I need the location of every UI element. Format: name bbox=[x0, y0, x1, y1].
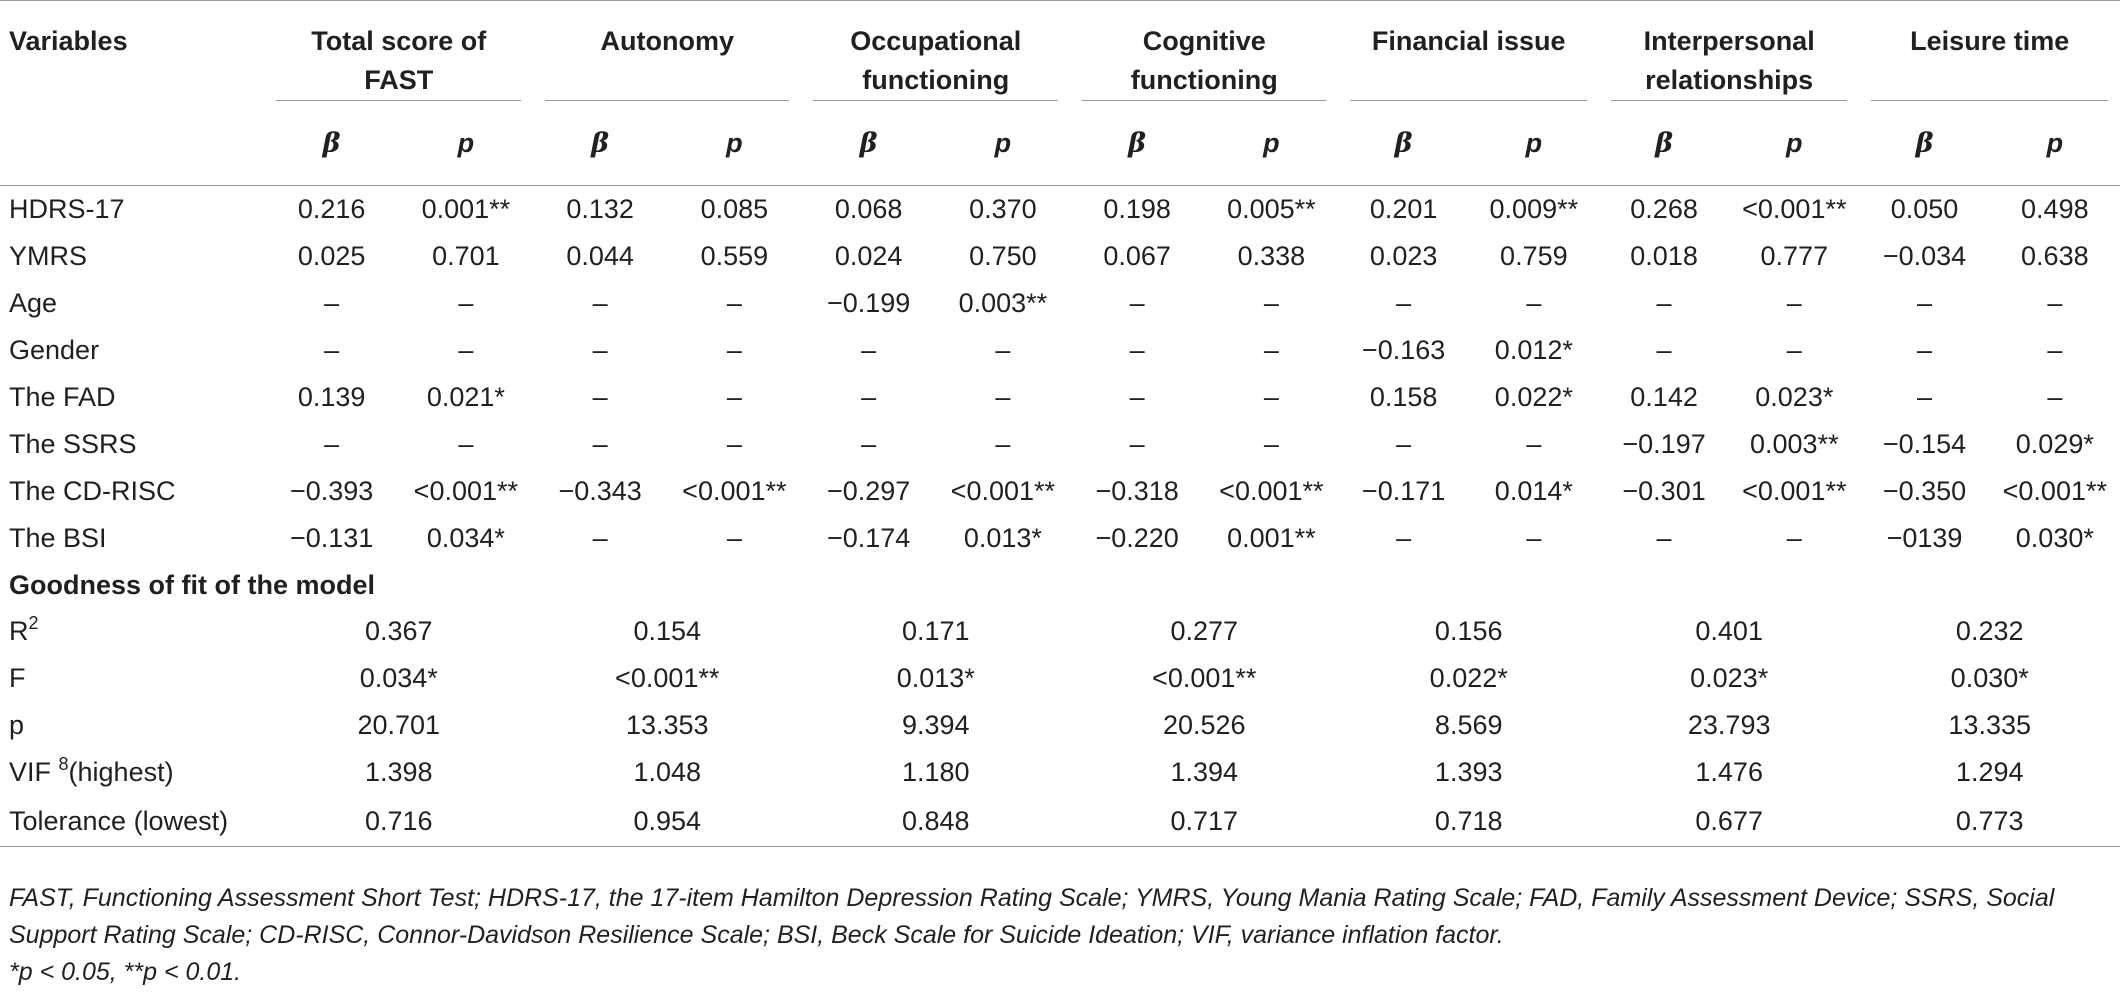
group-header-label: Autonomy bbox=[600, 26, 734, 56]
p-cell: 0.777 bbox=[1760, 241, 1829, 271]
goodness-label-text: R bbox=[9, 616, 29, 646]
table-body bbox=[0, 186, 2120, 847]
p-cell: <0.001** bbox=[950, 476, 1056, 506]
p-cell: 0.559 bbox=[700, 241, 769, 271]
goodness-label-text: Tolerance (lowest) bbox=[9, 805, 229, 836]
beta-cell: 0.158 bbox=[1369, 382, 1438, 412]
p-cell: 0.001** bbox=[1227, 523, 1316, 553]
goodness-cell: 0.171 bbox=[901, 616, 970, 646]
beta-cell: 0.198 bbox=[1103, 194, 1171, 224]
p-header: p bbox=[399, 101, 533, 186]
beta-cell: – bbox=[592, 288, 608, 318]
row-label: The BSI bbox=[9, 523, 107, 553]
p-cell: 0.029* bbox=[2015, 429, 2094, 459]
goodness-label bbox=[0, 796, 264, 847]
beta-cell: – bbox=[1917, 288, 1933, 318]
row-label: Age bbox=[9, 288, 58, 318]
beta-cell: −0139 bbox=[1886, 523, 1963, 553]
row-label: YMRS bbox=[9, 241, 88, 271]
goodness-cell: 0.154 bbox=[633, 616, 702, 646]
goodness-cell: 1.180 bbox=[901, 757, 970, 787]
beta-cell: – bbox=[1917, 382, 1933, 412]
p-cell: <0.001** bbox=[1219, 476, 1324, 506]
beta-cell: 0.025 bbox=[297, 241, 366, 271]
beta-cell: 0.068 bbox=[834, 194, 903, 224]
goodness-title: Goodness of fit of the model bbox=[9, 569, 375, 600]
p-header: p bbox=[1469, 101, 1599, 186]
beta-cell: −0.197 bbox=[1622, 429, 1706, 459]
goodness-cell: 0.232 bbox=[1955, 616, 2024, 646]
p-cell: 0.014* bbox=[1494, 476, 1573, 506]
goodness-cell: 23.793 bbox=[1687, 710, 1771, 740]
goodness-row bbox=[0, 749, 2120, 796]
goodness-cell: 13.353 bbox=[625, 710, 709, 740]
group-header-label: Financial issue bbox=[1371, 26, 1566, 56]
beta-cell: −0.199 bbox=[826, 288, 911, 318]
p-cell: 0.030* bbox=[2015, 523, 2094, 553]
p-cell: 0.009** bbox=[1489, 194, 1579, 224]
header-row-groups bbox=[0, 1, 2120, 100]
beta-cell: 0.132 bbox=[566, 194, 634, 224]
beta-cell: 0.201 bbox=[1369, 194, 1438, 224]
beta-cell: – bbox=[1396, 429, 1412, 459]
goodness-row bbox=[0, 702, 2120, 749]
goodness-label-superscript: 8 bbox=[58, 754, 69, 774]
goodness-cell: 0.773 bbox=[1859, 796, 2120, 847]
beta-cell: – bbox=[592, 382, 608, 412]
group-header-label: Interpersonal relationships bbox=[1643, 26, 1815, 95]
group-header-label: Leisure time bbox=[1910, 26, 2070, 56]
goodness-label-text: VIF bbox=[9, 757, 59, 787]
p-cell: – bbox=[458, 429, 474, 459]
beta-cell: – bbox=[324, 288, 340, 318]
p-cell: – bbox=[995, 335, 1011, 365]
table-row bbox=[0, 186, 2120, 234]
beta-header: β bbox=[1599, 101, 1729, 186]
goodness-row bbox=[0, 655, 2120, 702]
p-cell: <0.001** bbox=[1742, 194, 1847, 224]
beta-cell: – bbox=[324, 335, 340, 365]
goodness-cell: 0.030* bbox=[1950, 663, 2029, 693]
p-cell: 0.003** bbox=[958, 288, 1048, 318]
p-cell: – bbox=[726, 382, 742, 412]
beta-header: β bbox=[533, 101, 667, 186]
goodness-cell: 0.277 bbox=[1170, 616, 1239, 646]
p-header: p bbox=[1729, 101, 1859, 186]
goodness-cell: 1.393 bbox=[1434, 757, 1503, 787]
beta-cell: – bbox=[324, 429, 340, 459]
p-cell: 0.638 bbox=[2021, 241, 2089, 271]
p-cell: 0.085 bbox=[700, 194, 769, 224]
p-cell: 0.012* bbox=[1494, 335, 1573, 365]
goodness-label bbox=[0, 702, 264, 749]
goodness-cell: 0.034* bbox=[359, 663, 438, 693]
p-cell: 0.759 bbox=[1500, 241, 1568, 271]
beta-cell: 0.044 bbox=[566, 241, 634, 271]
goodness-row bbox=[0, 608, 2120, 655]
beta-cell: – bbox=[1129, 382, 1145, 412]
goodness-cell: 13.335 bbox=[1948, 710, 2031, 740]
p-cell: 0.370 bbox=[969, 194, 1037, 224]
goodness-cell: 8.569 bbox=[1434, 710, 1503, 740]
beta-cell: −0.131 bbox=[289, 523, 374, 553]
p-header: p bbox=[667, 101, 801, 186]
beta-cell: – bbox=[1656, 288, 1672, 318]
beta-cell: −0.163 bbox=[1361, 335, 1446, 365]
beta-cell: – bbox=[592, 335, 608, 365]
p-cell: <0.001** bbox=[2002, 476, 2107, 506]
p-cell: 0.750 bbox=[969, 241, 1037, 271]
beta-cell: −0.393 bbox=[289, 476, 374, 506]
goodness-cell: 0.954 bbox=[533, 796, 802, 847]
group-header-occupational bbox=[801, 1, 1070, 100]
p-cell: – bbox=[1786, 335, 1802, 365]
beta-cell: – bbox=[1129, 335, 1145, 365]
beta-cell: 0.139 bbox=[297, 382, 366, 412]
p-cell: <0.001** bbox=[682, 476, 787, 506]
goodness-cell: 0.023* bbox=[1690, 663, 1769, 693]
p-cell: – bbox=[1263, 429, 1279, 459]
goodness-cell: 1.476 bbox=[1695, 757, 1763, 787]
group-header-leisure bbox=[1859, 1, 2120, 100]
p-cell: – bbox=[995, 382, 1011, 412]
beta-header: β bbox=[1070, 101, 1204, 186]
p-cell: – bbox=[995, 429, 1011, 459]
empty-header-cell bbox=[0, 101, 264, 186]
row-label: HDRS-17 bbox=[9, 194, 125, 224]
table-row bbox=[0, 374, 2120, 421]
p-cell: 0.003** bbox=[1750, 429, 1839, 459]
group-header-label: Cognitive functioning bbox=[1130, 26, 1278, 95]
beta-cell: −0.174 bbox=[826, 523, 911, 553]
beta-cell: – bbox=[861, 429, 877, 459]
beta-cell: 0.050 bbox=[1890, 194, 1959, 224]
goodness-label bbox=[0, 749, 264, 796]
p-cell: – bbox=[458, 335, 474, 365]
beta-cell: – bbox=[592, 429, 608, 459]
goodness-label-superscript: 2 bbox=[28, 613, 39, 633]
beta-header: β bbox=[1859, 101, 1989, 186]
goodness-label bbox=[0, 655, 264, 702]
beta-cell: −0.220 bbox=[1095, 523, 1179, 553]
row-label: The FAD bbox=[9, 382, 116, 412]
goodness-cell: 0.677 bbox=[1599, 796, 1859, 847]
p-cell: 0.022* bbox=[1494, 382, 1573, 412]
group-header-interpersonal bbox=[1599, 1, 1859, 100]
beta-cell: −0.301 bbox=[1622, 476, 1706, 506]
goodness-label bbox=[0, 608, 264, 655]
row-label: The CD-RISC bbox=[9, 476, 176, 506]
goodness-row bbox=[0, 796, 2120, 847]
p-cell: – bbox=[726, 288, 742, 318]
table-footnote bbox=[9, 880, 2109, 991]
goodness-cell: 1.398 bbox=[364, 757, 433, 787]
p-cell: – bbox=[1526, 288, 1542, 318]
table-row bbox=[0, 233, 2120, 280]
beta-header: β bbox=[264, 101, 398, 186]
goodness-cell: 0.367 bbox=[364, 616, 433, 646]
beta-cell: – bbox=[1656, 523, 1672, 553]
p-cell: – bbox=[1263, 335, 1279, 365]
beta-cell: – bbox=[1917, 335, 1933, 365]
table-row bbox=[0, 280, 2120, 327]
beta-cell: −0.171 bbox=[1361, 476, 1446, 506]
goodness-cell: 0.717 bbox=[1070, 796, 1339, 847]
goodness-label-text: F bbox=[9, 663, 26, 693]
beta-cell: 0.067 bbox=[1103, 241, 1171, 271]
goodness-title-row bbox=[0, 562, 2120, 608]
beta-cell: – bbox=[861, 382, 877, 412]
p-cell: 0.498 bbox=[2021, 194, 2089, 224]
beta-cell: – bbox=[1396, 523, 1412, 553]
goodness-cell: 0.013* bbox=[896, 663, 975, 693]
group-header-total-fast bbox=[264, 1, 533, 100]
group-header-financial bbox=[1338, 1, 1598, 100]
p-cell: <0.001** bbox=[1742, 476, 1847, 506]
table-row bbox=[0, 327, 2120, 374]
group-header-cognitive bbox=[1070, 1, 1339, 100]
abbreviations-footnote: FAST, Functioning Assessment Short Test; HDRS-17, the 17-item Hamilton Depression Rating Scale; YMRS, Young Mania Rating Scale; FAD, Family Assessment Device; SSRS, Social Support Rating Scale; CD-RISC, Connor-Davidson Resilience Scale; BSI, Beck Scale for Suicide Ideation; VIF, variance inflation factor. bbox=[9, 884, 2055, 949]
group-header-autonomy bbox=[533, 1, 802, 100]
p-cell: – bbox=[726, 335, 742, 365]
beta-cell: 0.268 bbox=[1630, 194, 1698, 224]
beta-cell: – bbox=[1129, 429, 1145, 459]
row-label: Gender bbox=[9, 335, 100, 365]
beta-cell: −0.154 bbox=[1882, 429, 1967, 459]
p-cell: <0.001** bbox=[413, 476, 519, 506]
goodness-cell: 0.022* bbox=[1429, 663, 1508, 693]
beta-cell: – bbox=[592, 523, 608, 553]
p-cell: – bbox=[726, 429, 742, 459]
goodness-cell: 0.156 bbox=[1434, 616, 1503, 646]
beta-cell: 0.023 bbox=[1369, 241, 1438, 271]
table-row bbox=[0, 421, 2120, 468]
table-row bbox=[0, 515, 2120, 562]
goodness-cell: 0.401 bbox=[1695, 616, 1763, 646]
p-cell: – bbox=[1786, 523, 1802, 553]
goodness-cell: 0.716 bbox=[264, 796, 533, 847]
goodness-cell: <0.001** bbox=[615, 663, 720, 693]
p-cell: – bbox=[1263, 288, 1279, 318]
p-cell: – bbox=[2047, 382, 2063, 412]
beta-cell: – bbox=[861, 335, 877, 365]
goodness-cell: 0.718 bbox=[1338, 796, 1598, 847]
beta-cell: −0.318 bbox=[1095, 476, 1179, 506]
variables-header: Variables bbox=[9, 26, 128, 56]
table-row bbox=[0, 468, 2120, 515]
beta-cell: 0.018 bbox=[1630, 241, 1698, 271]
p-cell: – bbox=[1263, 382, 1279, 412]
beta-cell: 0.216 bbox=[297, 194, 366, 224]
goodness-cell: 1.394 bbox=[1170, 757, 1239, 787]
p-cell: – bbox=[726, 523, 742, 553]
beta-cell: 0.024 bbox=[834, 241, 903, 271]
p-cell: 0.034* bbox=[426, 523, 505, 553]
significance-footnote: *p < 0.05, **p < 0.01. bbox=[9, 958, 242, 986]
goodness-cell: <0.001** bbox=[1152, 663, 1257, 693]
beta-cell: – bbox=[1656, 335, 1672, 365]
group-header-label: Occupational functioning bbox=[850, 26, 1022, 95]
goodness-cell: 20.526 bbox=[1162, 710, 1246, 740]
p-header: p bbox=[1990, 101, 2120, 186]
p-cell: 0.701 bbox=[432, 241, 500, 271]
p-cell: 0.023* bbox=[1755, 382, 1834, 412]
p-cell: – bbox=[1526, 429, 1542, 459]
goodness-cell: 9.394 bbox=[901, 710, 970, 740]
p-cell: 0.001** bbox=[421, 194, 511, 224]
beta-cell: −0.297 bbox=[826, 476, 911, 506]
beta-header: β bbox=[801, 101, 935, 186]
p-cell: – bbox=[458, 288, 474, 318]
header-row-stats bbox=[0, 101, 2120, 186]
goodness-cell: 1.294 bbox=[1955, 757, 2024, 787]
p-cell: 0.338 bbox=[1237, 241, 1306, 271]
p-header: p bbox=[936, 101, 1070, 186]
goodness-cell: 20.701 bbox=[357, 710, 441, 740]
p-cell: – bbox=[1786, 288, 1802, 318]
beta-cell: – bbox=[1396, 288, 1412, 318]
p-cell: – bbox=[1526, 523, 1542, 553]
beta-cell: −0.343 bbox=[558, 476, 642, 506]
p-cell: 0.013* bbox=[963, 523, 1042, 553]
goodness-cell: 1.048 bbox=[633, 757, 702, 787]
group-header-label: Total score of FAST bbox=[311, 26, 487, 95]
goodness-cell: 0.848 bbox=[801, 796, 1070, 847]
p-cell: 0.005** bbox=[1227, 194, 1316, 224]
beta-cell: −0.350 bbox=[1882, 476, 1967, 506]
beta-cell: −0.034 bbox=[1882, 241, 1967, 271]
row-label: The SSRS bbox=[9, 429, 137, 459]
beta-cell: 0.142 bbox=[1630, 382, 1698, 412]
beta-cell: – bbox=[1129, 288, 1145, 318]
beta-header: β bbox=[1338, 101, 1468, 186]
goodness-label-suffix: (highest) bbox=[68, 757, 174, 787]
p-cell: 0.021* bbox=[426, 382, 505, 412]
p-cell: – bbox=[2047, 288, 2063, 318]
p-cell: – bbox=[2047, 335, 2063, 365]
goodness-label-text: p bbox=[9, 710, 25, 740]
p-header: p bbox=[1204, 101, 1338, 186]
